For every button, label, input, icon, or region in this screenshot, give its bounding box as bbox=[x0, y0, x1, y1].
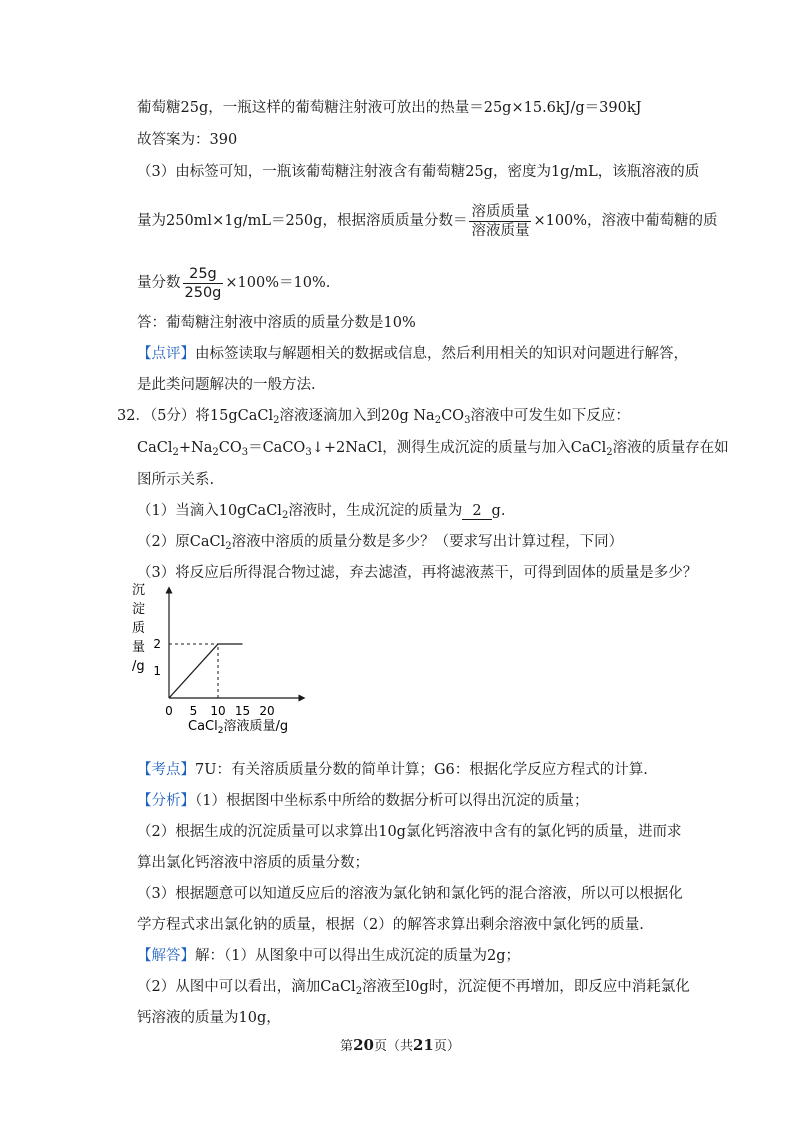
x-axis-label: CaCl$_2$溶液质量/g bbox=[188, 719, 289, 736]
subscript: 2 bbox=[212, 447, 219, 458]
subscript: 2 bbox=[606, 447, 613, 458]
text-line: 图所示关系. bbox=[137, 472, 215, 488]
text-line bbox=[137, 977, 690, 997]
sub-question-2 bbox=[137, 532, 623, 552]
y-axis-label-char: 量 bbox=[132, 640, 146, 655]
footer-text: 页） bbox=[433, 1039, 460, 1054]
text-segment: （1）根据图中坐标系中所给的数据分析可以得出沉淀的质量； bbox=[195, 793, 589, 809]
fraction bbox=[183, 265, 224, 302]
text-line bbox=[137, 202, 718, 240]
text-line: 学方程式求出氯化钠的质量，根据（2）的解答求算出剩余溶液中氯化钙的质量. bbox=[137, 917, 644, 933]
subscript: 3 bbox=[241, 447, 249, 458]
text-line: （3）由标签可知，一瓶该葡萄糖注射液含有葡萄糖25g，密度为1g/mL，该瓶溶液的质 bbox=[137, 164, 700, 180]
series bbox=[169, 644, 243, 698]
text-segment: CO bbox=[441, 408, 465, 424]
text-segment: 溶液的质量存在如 bbox=[612, 440, 729, 456]
text-segment: ＝CaCO bbox=[248, 440, 306, 456]
precipitate-mass-chart bbox=[130, 580, 310, 740]
subscript: 2 bbox=[355, 986, 363, 997]
text-segment: 量分数 bbox=[137, 275, 181, 291]
text-line bbox=[137, 264, 330, 302]
y-tick-label: 2 bbox=[153, 637, 161, 651]
text-line: （3）根据题意可以知道反应后的溶液为氯化钠和氯化钙的混合溶液，所以可以根据化 bbox=[137, 886, 683, 902]
y-axis-label-char: 沉 bbox=[132, 583, 146, 598]
section-tag: 【分析】 bbox=[137, 793, 195, 809]
question-32 bbox=[117, 406, 630, 426]
text-segment: 7U：有关溶质质量分数的简单计算；G6：根据化学反应方程式的计算. bbox=[195, 762, 648, 778]
text-segment: 32．（5分）将15gCaCl bbox=[117, 408, 274, 424]
solution-line bbox=[137, 946, 520, 966]
footer-text: 第 bbox=[340, 1039, 354, 1054]
text-segment: 由标签读取与解题相关的数据或信息，然后利用相关的知识对问题进行解答， bbox=[195, 346, 688, 362]
subscript: 2 bbox=[172, 447, 179, 458]
text-line: 葡萄糖25g，一瓶这样的葡萄糖注射液可放出的热量＝25g×15.6kJ/g＝390kJ bbox=[137, 100, 642, 116]
text-line: 算出氯化钙溶液中溶质的质量分数； bbox=[137, 855, 369, 871]
total-pages: 21 bbox=[413, 1036, 434, 1054]
subscript: 2 bbox=[434, 415, 442, 426]
y-axis-label bbox=[132, 583, 145, 674]
fraction bbox=[469, 203, 531, 240]
text-segment: ×100%，溶液中葡萄糖的质 bbox=[533, 213, 718, 229]
x-tick-label: 0 bbox=[165, 704, 173, 718]
text-segment: （1）当滴入10gCaCl bbox=[137, 503, 282, 519]
section-tag: 【考点】 bbox=[137, 762, 195, 778]
page-number: 20 bbox=[353, 1036, 374, 1054]
sub-question-1 bbox=[137, 501, 505, 521]
text-segment: g. bbox=[491, 503, 506, 519]
text-line: 钙溶液的质量为10g， bbox=[137, 1010, 281, 1026]
text-segment: 溶液至l0g时，沉淀便不再增加，即反应中消耗氯化 bbox=[362, 979, 690, 995]
text-segment: 量为250ml×1g/mL＝250g，根据溶质质量分数＝ bbox=[137, 213, 468, 229]
series-line bbox=[169, 644, 243, 698]
text-segment: +Na bbox=[178, 440, 213, 456]
text-line: 答：葡萄糖注射液中溶质的质量分数是10% bbox=[137, 315, 416, 331]
text-line: （2）根据生成的沉淀质量可以求算出10g氯化钙溶液中含有的氯化钙的质量，进而求 bbox=[137, 824, 682, 840]
text-segment: ↓+2NaCl，测得生成沉淀的质量与加入CaCl bbox=[311, 440, 607, 456]
text-segment: CaCl bbox=[137, 440, 173, 456]
text-segment: 解：（1）从图象中可以得出生成沉淀的质量为2g； bbox=[195, 948, 520, 964]
y-axis-label-char: 淀 bbox=[132, 602, 146, 617]
text-line: 是此类问题解决的一般方法. bbox=[137, 377, 316, 393]
text-segment: 溶液时，生成沉淀的质量为 bbox=[288, 503, 463, 519]
text-segment: CO bbox=[218, 440, 242, 456]
text-segment: （2）原CaCl bbox=[137, 534, 226, 550]
analysis-line bbox=[137, 791, 588, 811]
fraction-numerator: 25g bbox=[183, 265, 224, 284]
text-segment: 溶液中溶质的质量分数是多少？（要求写出计算过程，下同） bbox=[231, 534, 624, 550]
subscript: 3 bbox=[464, 415, 471, 426]
section-tag: 【点评】 bbox=[137, 346, 195, 362]
y-tick-labels bbox=[153, 637, 161, 678]
y-tick-label: 1 bbox=[153, 664, 161, 678]
comment-line bbox=[137, 344, 688, 364]
x-tick-label: 10 bbox=[210, 704, 226, 718]
subscript: 2 bbox=[225, 541, 232, 552]
x-tick-labels bbox=[165, 704, 274, 718]
page-footer bbox=[0, 1035, 800, 1054]
subscript: 2 bbox=[281, 510, 289, 521]
text-segment: （2）从图中可以看出，滴加CaCl bbox=[137, 979, 356, 995]
fraction-numerator: 溶质质量 bbox=[471, 203, 530, 220]
y-axis-label-char: /g bbox=[132, 659, 145, 674]
text-segment: 溶液逐滴加入到20g Na bbox=[279, 408, 435, 424]
equation-line bbox=[137, 438, 729, 458]
fraction-denominator: 溶液质量 bbox=[471, 222, 530, 239]
text-segment: ×100%＝10%. bbox=[225, 275, 331, 291]
text-line: 故答案为：390 bbox=[137, 132, 238, 148]
x-tick-label: 20 bbox=[259, 704, 275, 718]
fraction-denominator: 250g bbox=[184, 284, 222, 301]
subscript: 3 bbox=[305, 447, 312, 458]
footer-text: 页（共 bbox=[373, 1039, 413, 1054]
sub-question-3: （3）将反应后所得混合物过滤，弃去滤渣，再将滤液蒸干，可得到固体的质量是多少？ bbox=[137, 565, 698, 581]
y-axis-label-char: 质 bbox=[132, 621, 146, 636]
text-segment: 溶液中可发生如下反应： bbox=[470, 408, 630, 424]
subscript: 2 bbox=[273, 415, 280, 426]
x-tick-label: 15 bbox=[234, 704, 251, 718]
key-point-line bbox=[137, 760, 648, 780]
x-tick-label: 5 bbox=[189, 704, 198, 718]
section-tag: 【解答】 bbox=[137, 948, 195, 964]
answer-blank: 2 bbox=[462, 503, 491, 520]
